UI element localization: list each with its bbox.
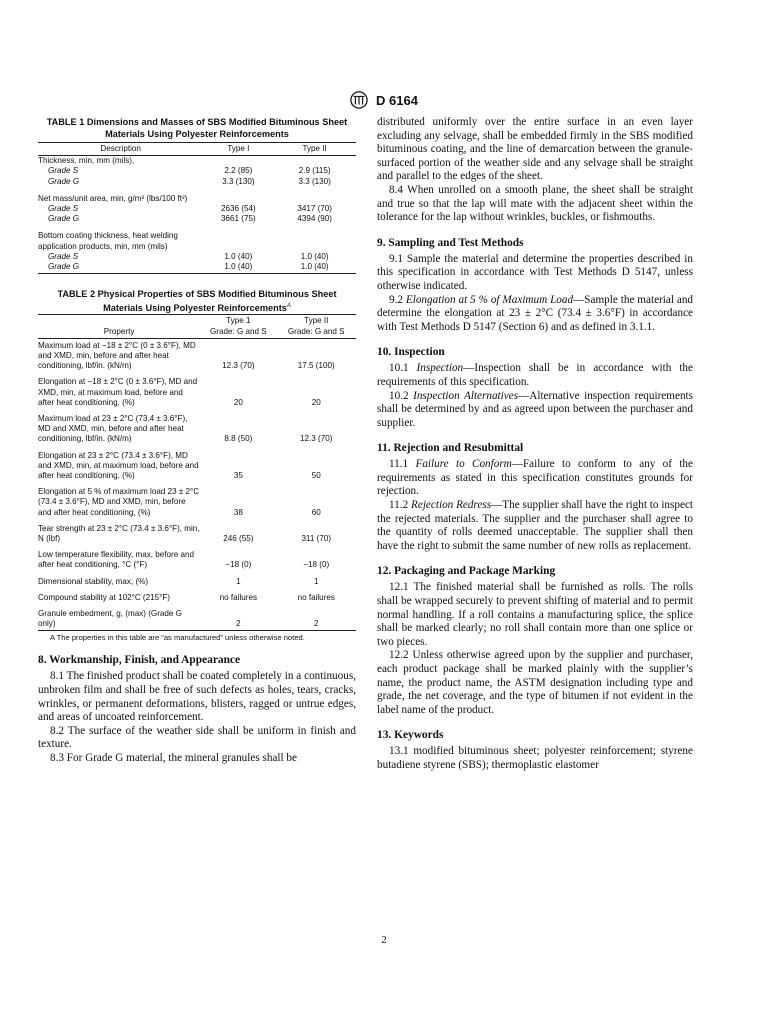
standard-designation: D 6164 xyxy=(376,92,418,108)
table-row: Elongation at 5 % of maximum load 23 ± 2°C (73.4 ± 3.6°F), MD and XMD, min, before and after heat conditioning, (%) 38 60 xyxy=(38,487,321,517)
table-row: Bottom coating thickness, heat welding application products, min, mm (mils) xyxy=(38,231,178,251)
table-row: Granule embedment, g, (max) (Grade G only) 2 2 xyxy=(38,603,356,631)
table-row: Maximum load at −18 ± 2°C (0 ± 3.6°F), MD and XMD, min, before and after heat conditioning, lbf/in. (kN/m) 12.3 (70) 17.5 (100) xyxy=(38,340,335,371)
table-row: Grade S 2.2 (85) 2.9 (115) xyxy=(48,166,331,176)
astm-logo-icon xyxy=(350,91,368,109)
para-11-1: 11.1 Failure to Conform—Failure to conform to any of the requirements as stated in this specification constitutes grounds for rejection. xyxy=(377,458,693,498)
para-10-1: 10.1 Inspection—Inspection shall be in accordance with the requirements of this specification. xyxy=(377,362,693,388)
table-row: Grade S 2636 (54) 3417 (70) xyxy=(48,204,332,214)
left-column xyxy=(38,116,356,766)
table2-col-type2: Type II Grade: G and S xyxy=(276,315,356,338)
table-row: Grade G 3.3 (130) 3.3 (130) xyxy=(48,176,331,186)
table-row: Elongation at 23 ± 2°C (73.4 ± 3.6°F), MD and XMD, min, at maximum load, before and after heat conditioning, (%) 35 50 xyxy=(38,450,321,480)
para-8-2: 8.2 The surface of the weather side shall be uniform in finish and texture. xyxy=(38,724,356,751)
table-row: Elongation at −18 ± 2°C (0 ± 3.6°F), MD and XMD, min, at maximum load, before and after heat conditioning, (%) 20 20 xyxy=(38,377,321,407)
para-11-2: 11.2 Rejection Redress—The supplier shall have the right to inspect the rejected materials. The supplier and the purchaser shall agree to the quantity of rolls deemed unacceptable. The supplier shall then have the right to submit the same number of new rolls as replacement. xyxy=(377,499,694,552)
table1-col-type1: Type I xyxy=(203,143,273,156)
para-8-3-continued: distributed uniformly over the entire surface in an even layer excluding any selvage, shall be embedded firmly in the SBS modified bituminous coating, and the line of demarcation between the granule-surfaced portion of the weather side and any selvage shall be straight and parallel to the edges of the sheet. xyxy=(377,116,693,183)
table1-caption: TABLE 1 Dimensions and Masses of SBS Modified Bituminous Sheet Materials Using Polyester Reinforcements xyxy=(46,117,348,139)
para-12-1: 12.1 The finished material shall be furnished as rolls. The rolls shall be wrapped securely to prevent shifting of material and to permit normal handling. If a roll contains a manufacturing splice, the splice shall be marked clearly; no roll shall contain more than one splice or two pieces. xyxy=(377,581,693,648)
table1-col-description: Description xyxy=(38,143,203,156)
section-13-title: 13. Keywords xyxy=(377,729,444,742)
table2 xyxy=(38,314,356,631)
para-8-4: 8.4 When unrolled on a smooth plane, the sheet shall be straight and true so that the lap will mate with the adjacent sheet within the tolerance for the lap without wrinkles, buckles, or fishmouths. xyxy=(377,183,693,224)
table-row: Compound stability at 102°C (215°F) no failures no failures xyxy=(38,592,335,602)
section-10-title: 10. Inspection xyxy=(377,346,445,359)
para-12-2: 12.2 Unless otherwise agreed upon by the supplier and purchaser, each product package shall be marked plainly with the supplier’s name, the product name, the ASTM designation including type and grade, the net coverage, and the type of bitumen if not evident in the label name of the product. xyxy=(377,649,693,716)
section-8-title: 8. Workmanship, Finish, and Appearance xyxy=(38,654,241,667)
table1 xyxy=(38,142,356,274)
table2-col-type1: Type 1 Grade: G and S xyxy=(200,315,276,338)
para-9-1: 9.1 Sample the material and determine the properties described in this specification in accordance with Test Methods D 5147, unless otherwise indicated. xyxy=(377,252,693,292)
table2-caption: TABLE 2 Physical Properties of SBS Modified Bituminous Sheet Materials Using Polyester Reinforcements$^A$ xyxy=(57,289,337,314)
table-row: Dimensional stability, max, (%) 1 1 xyxy=(38,576,319,586)
para-8-1: 8.1 The finished product shall be coated completely in a continuous, unbroken film and shall be free of such defects as holes, tears, cracks, wrinkles, or permanent deformations, blisters, ragged or untrue edges, and areas of uncoated reinforcement. xyxy=(38,670,356,724)
table-row: Tear strength at 23 ± 2°C (73.4 ± 3.6°F), min, N (lbf) 246 (55) 311 (70) xyxy=(38,523,332,543)
right-column xyxy=(377,116,693,773)
para-9-2: 9.2 Elongation at 5 % of Maximum Load—Sample the material and determine the elongation at 23 ± 2°C (73.4 ± 3.6°F) in accordance with Test Methods D 5147 (Section 6) and as defined in 3.1.1. xyxy=(377,293,694,333)
table1-col-type2: Type II xyxy=(273,143,356,156)
para-13-1: 13.1 modified bituminous sheet; polyester reinforcement; styrene butadiene styrene (SBS); thermoplastic elastomer xyxy=(377,745,693,771)
table2-footnote: A The properties in this table are “as manufactured” unless otherwise noted. xyxy=(50,633,305,643)
table-row: Grade G 1.0 (40) 1.0 (40) xyxy=(38,262,356,274)
table-row: Thickness, min, mm (mils), xyxy=(38,156,135,166)
section-11-title: 11. Rejection and Resubmittal xyxy=(377,442,524,455)
page-header xyxy=(0,91,768,109)
table-row: Grade G 3661 (75) 4394 (90) xyxy=(48,214,332,224)
section-9-title: 9. Sampling and Test Methods xyxy=(377,236,524,249)
table-row: Net mass/unit area, min, g/m² (lbs/100 ft²) xyxy=(38,193,188,203)
table-row: Grade S 1.0 (40) 1.0 (40) xyxy=(48,251,329,261)
table2-col-property: Property xyxy=(38,315,200,338)
table-row: Low temperature flexibility, max, before and after heat conditioning, °C (°F) −18 (0) −18 (0) xyxy=(38,550,330,570)
page-number: 2 xyxy=(381,934,387,946)
para-8-3: 8.3 For Grade G material, the mineral granules shall be xyxy=(50,751,297,764)
section-12-title: 12. Packaging and Package Marking xyxy=(377,565,556,578)
table-row: Maximum load at 23 ± 2°C (73.4 ± 3.6°F), MD and XMD, min, before and after heat conditioning, lbf/in. (kN/m) 8.8 (50) 12.3 (70) xyxy=(38,413,333,444)
para-10-2: 10.2 Inspection Alternatives—Alternative inspection requirements shall be determined by and as agreed upon between the purchaser and supplier. xyxy=(377,389,693,429)
